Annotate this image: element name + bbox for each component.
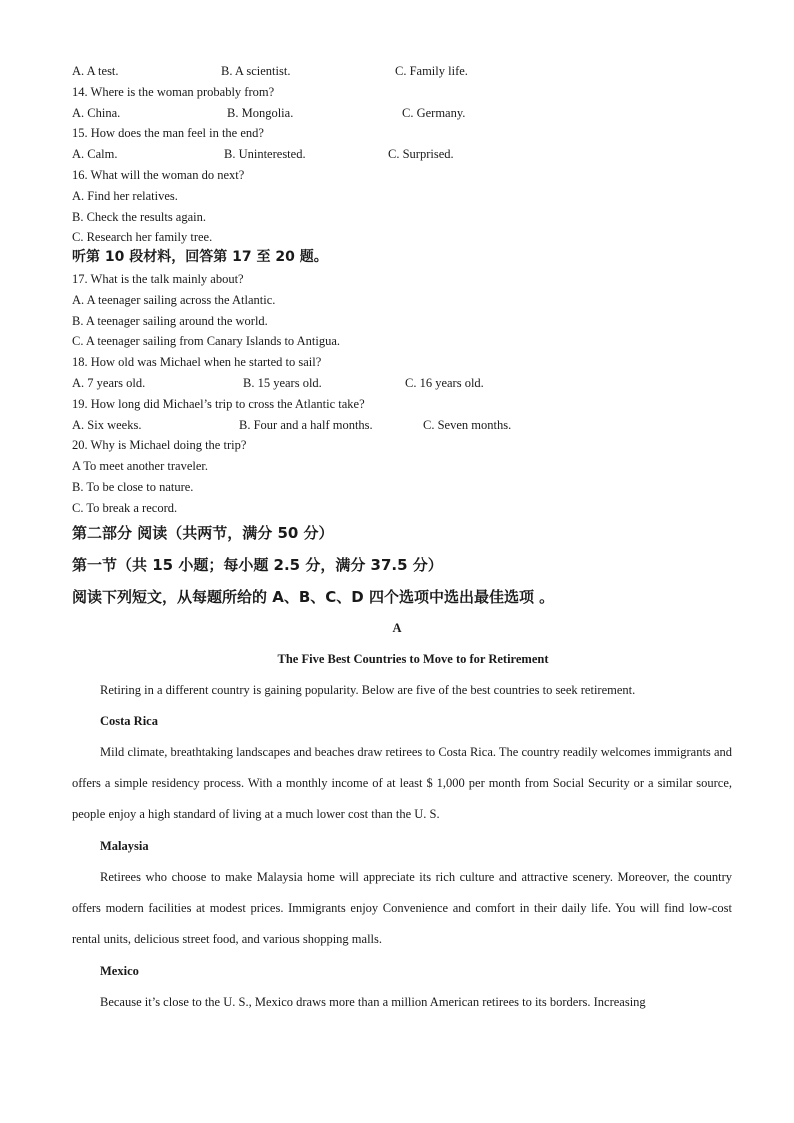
q15-option-b: B. Uninterested. bbox=[224, 147, 306, 161]
paragraph-costa-rica bbox=[72, 737, 732, 831]
q14-option-c: C. Germany. bbox=[402, 106, 466, 120]
q20-option-b: B. To be close to nature. bbox=[72, 480, 194, 494]
q17-option-b: B. A teenager sailing around the world. bbox=[72, 314, 268, 328]
section-heading-mexico: Mexico bbox=[100, 964, 139, 978]
q16-option-c: C. Research her family tree. bbox=[72, 230, 213, 244]
q13-option-b: B. A scientist. bbox=[221, 64, 291, 78]
part2-heading: 第二部分 阅读（共两节，满分 50 分） bbox=[72, 524, 334, 542]
q18-option-a: A. 7 years old. bbox=[72, 376, 146, 390]
paragraph-mexico-text: Because it’s close to the U. S., Mexico draws more than a million American retirees to its borders. Increasing bbox=[100, 995, 646, 1009]
q18-option-c: C. 16 years old. bbox=[405, 376, 484, 390]
q14-option-a: A. China. bbox=[72, 106, 121, 120]
q15-question: 15. How does the man feel in the end? bbox=[72, 126, 264, 140]
paragraph-malaysia bbox=[72, 862, 732, 956]
q20-option-a: A To meet another traveler. bbox=[72, 459, 208, 473]
q16-question: 16. What will the woman do next? bbox=[72, 168, 245, 182]
q17-option-a: A. A teenager sailing across the Atlantic. bbox=[72, 293, 276, 307]
paragraph-mexico bbox=[72, 987, 732, 1018]
passage-title: The Five Best Countries to Move to for Retirement bbox=[277, 652, 549, 666]
q17-question: 17. What is the talk mainly about? bbox=[72, 272, 244, 286]
q18-question: 18. How old was Michael when he started to sail? bbox=[72, 355, 322, 369]
q15-option-a: A. Calm. bbox=[72, 147, 118, 161]
q18-option-b: B. 15 years old. bbox=[243, 376, 322, 390]
q20-option-c: C. To break a record. bbox=[72, 501, 178, 515]
q14-option-b: B. Mongolia. bbox=[227, 106, 294, 120]
q20-question: 20. Why is Michael doing the trip? bbox=[72, 438, 247, 452]
q16-option-a: A. Find her relatives. bbox=[72, 189, 178, 203]
q16-option-b: B. Check the results again. bbox=[72, 210, 206, 224]
paragraph-malaysia-text: Retirees who choose to make Malaysia home will appreciate its rich culture and attractive scenery. Moreover, the country offers modern facilities at modest prices. Immigrants enjoy Convenience and comfort in their daily life. You will find low-cost rental units, delicious street food, and various shopping malls. bbox=[72, 870, 732, 947]
passage-letter: A bbox=[392, 621, 402, 635]
reading-instruction: 阅读下列短文，从每题所给的 A、B、C、D 四个选项中选出最佳选项 。 bbox=[72, 588, 555, 606]
q19-option-b: B. Four and a half months. bbox=[239, 418, 373, 432]
section1-heading: 第一节（共 15 小题；每小题 2.5 分，满分 37.5 分） bbox=[72, 556, 443, 574]
q19-option-a: A. Six weeks. bbox=[72, 418, 142, 432]
section10-heading: 听第 10 段材料，回答第 17 至 20 题。 bbox=[72, 249, 328, 265]
q13-option-a: A. A test. bbox=[72, 64, 119, 78]
q19-question: 19. How long did Michael’s trip to cross the Atlantic take? bbox=[72, 397, 365, 411]
q17-option-c: C. A teenager sailing from Canary Islands to Antigua. bbox=[72, 334, 341, 348]
section-heading-costa-rica: Costa Rica bbox=[100, 714, 158, 728]
q13-option-c: C. Family life. bbox=[395, 64, 468, 78]
q19-option-c: C. Seven months. bbox=[423, 418, 512, 432]
q14-question: 14. Where is the woman probably from? bbox=[72, 85, 275, 99]
section-heading-malaysia: Malaysia bbox=[100, 839, 149, 853]
passage-intro: Retiring in a different country is gaining popularity. Below are five of the best countries to seek retirement. bbox=[100, 683, 636, 697]
paragraph-costa-rica-text: Mild climate, breathtaking landscapes and beaches draw retirees to Costa Rica. The country readily welcomes immigrants and offers a simple residency process. With a monthly income of at least $ 1,000 per month from Social Security or a similar source, people enjoy a high standard of living at a much lower cost than the U. S. bbox=[72, 745, 732, 822]
q15-option-c: C. Surprised. bbox=[388, 147, 454, 161]
